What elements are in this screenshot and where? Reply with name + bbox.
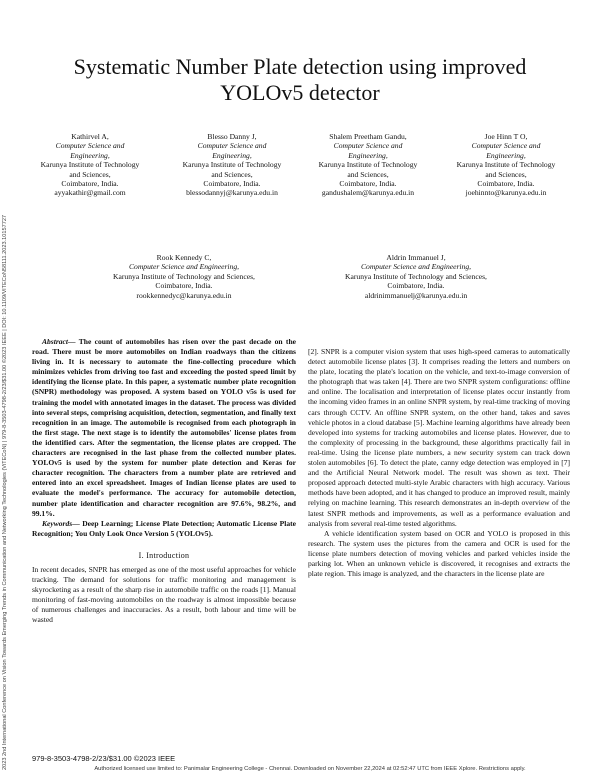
keywords-text: Deep Learning; License Plate Detection; Automatic License Plate Recognition; You Only Look Once Version 5 (YOLOv5). — [32, 518, 296, 538]
author-institute: Karunya Institute of Technology — [40, 160, 140, 170]
author-block-2 — [164, 132, 300, 198]
keywords — [32, 519, 296, 539]
intro-paragraph: In recent decades, SNPR has emerged as one of the most useful approaches for vehicle tracking. The demand for solutions for traffic monitoring and management is skyrocketing as a result of the sharp rise in automobile traffic on the roads [1]. Manual monitoring of fast-moving automobiles on the roadway is almost impossible because of numerous challenges and inaccuracies. As a result, both labour and time will be wasted — [32, 564, 296, 625]
author-dept-2: Engineering, — [348, 150, 388, 160]
author-dept: Computer Science and Engineering, — [360, 262, 472, 272]
author-dept-2: Engineering, — [212, 150, 252, 160]
author-institute-2: and Sciences, — [485, 169, 527, 179]
section-heading-introduction: I. Introduction — [138, 550, 190, 560]
footer-isbn: 979-8-3503-4798-2/23/$31.00 ©2023 IEEE — [32, 754, 176, 763]
author-name: Aldrin Immanuel J, — [386, 253, 446, 262]
author-dept: Computer Science and Engineering, — [128, 262, 240, 272]
author-institute: Karunya Institute of Technology — [456, 160, 556, 170]
keywords-label: Keywords— — [42, 518, 80, 528]
author-name: Blesso Danny J, — [207, 132, 257, 141]
right-paragraph-2: A vehicle identification system based on OCR and YOLO is proposed in this research. The system uses the pictures from the camera and OCR is used for the license plate numbers detection of moving vehicles and parked vehicles inside the parking lot. When an unknown vehicle is discovered, it recognises and extracts the plate region. This image is analyzed, and the characters in the license plate are — [308, 528, 570, 579]
author-email: ayyakathir@gmail.com — [54, 188, 126, 198]
author-email: joehinnto@karunya.edu.in — [465, 188, 547, 198]
right-paragraph-1: [2]. SNPR is a computer vision system that uses high-speed cameras to automatically detect automobile license plates [3]. It comprises reading the letters and numbers on the plate, locating the plate's location on the vehicle, and text-to-image conversion of the photograph that was taken [4]. There are two SNPR system configurations: offline and online. The localisation and interpretation of license plates occur instantly from the incoming video frames in an online SNPR system, by real-time tracking of moving cars through CCTV. An offline SNPR system, on the other hand, takes and saves vehicle photos in a cloud database [5]. Machine learning algorithms have already been developed into systems for tracking automobiles and license plates. However, due to the complexity of processing in the background, these algorithms practically fail in real-time. Using the license plate numbers, a new security system can track down stolen automobiles [6]. To detect the plate, canny edge detection was employed in [7] and the Artificial Neural Network model. The result was shown as text. Their proposed approach detected multi-style Arabic characters with high accuracy. Various methods have been adopted, and it has changed to produce an improved result, mainly relying on machine learning. This research demonstrates an in-depth overview of the latest SNPR methods and improvements, as well as a performance evaluation and analysis from several real-time tested algorithms. — [308, 347, 570, 528]
author-name: Joe Hinn T O, — [484, 132, 528, 141]
author-location: Coimbatore, India. — [339, 179, 397, 189]
author-block-1 — [22, 132, 158, 198]
author-block-4 — [438, 132, 574, 198]
author-email: rookkennedyc@karunya.edu.in — [136, 290, 232, 300]
author-name: Rook Kennedy C, — [156, 253, 212, 262]
author-institute-2: and Sciences, — [211, 169, 253, 179]
side-doi-note — [2, 30, 12, 770]
author-dept-2: Engineering, — [486, 150, 526, 160]
title-line-1: Systematic Number Plate detection using improved — [73, 54, 527, 79]
author-dept: Computer Science and — [197, 141, 267, 151]
author-location: Coimbatore, India. — [155, 281, 213, 291]
author-block-3 — [300, 132, 436, 198]
author-institute: Karunya Institute of Technology and Sciences, — [113, 271, 255, 281]
author-institute: Karunya Institute of Technology — [318, 160, 418, 170]
side-doi-text: 2023 2nd International Conference on Vision Towards Emerging Trends in Communication and Networking Technologies (ViTECoN) | 979-8-3503-4798-2/23/$31.00 ©2023 IEEE | DOI: 10.1109/ViTECoN58111.2023.10157727 — [2, 214, 8, 770]
right-column — [308, 347, 570, 579]
author-email: aldrinimmanuelj@karunya.edu.in — [364, 290, 468, 300]
paper-title — [40, 54, 560, 106]
author-block-6 — [316, 253, 516, 300]
author-institute-2: and Sciences, — [347, 169, 389, 179]
author-block-5 — [84, 253, 284, 300]
left-column — [32, 337, 296, 626]
abstract-label: Abstract— — [42, 337, 76, 346]
author-institute-2: and Sciences, — [69, 169, 111, 179]
author-dept-2: Engineering, — [70, 150, 110, 160]
author-location: Coimbatore, India. — [387, 281, 445, 291]
author-institute: Karunya Institute of Technology — [182, 160, 282, 170]
author-dept: Computer Science and — [333, 141, 403, 151]
abstract — [32, 337, 296, 519]
author-email: gandushalem@karunya.edu.in — [321, 188, 415, 198]
abstract-text: The count of automobiles has risen over the past decade on the road. There must be more automobiles on Indian roadways than the citizens living in. It is necessary to automate the fine-collecting procedure which minimizes vehicles from driving too fast and exceeding the posted speed limit by identifying the license plate. In this paper, a systematic number plate recognition (SNPR) methodology was proposed. A system based on YOLO v5s is used for training the model with annotated images in the dataset. The process was divided into several steps, comprising acquisition, detection, segmentation, and finally text recognition in an image. The automobile is recognised from each photograph in the first stage. The next stage is to identify the automobiles' license plates from the identified cars. After the segmentation, the license plates are cropped. The characters are recognised in the last phase from the collected number plates. YOLOv5 is used by the system for number plate detection and Keras for character recognition. The characters from a number plate are retrieved and entered into an excel spreadsheet. Images of Indian license plates are used to evaluate the model's performance. The accuracy for automobile detection, number plate identification and character recognition are 97.6%, 98.2%, and 99.1%. — [32, 337, 296, 518]
author-name: Kathirvel A, — [71, 132, 109, 141]
title-line-2: YOLOv5 detector — [220, 80, 380, 105]
footer-authorization: Authorized licensed use limited to: Panimalar Engineering College - Chennai. Downloaded on November 22,2024 at 02:52:47 UTC from IEEE Xplore. Restrictions apply. — [94, 766, 526, 772]
author-location: Coimbatore, India. — [203, 179, 261, 189]
author-location: Coimbatore, India. — [477, 179, 535, 189]
author-dept: Computer Science and — [55, 141, 125, 151]
author-institute: Karunya Institute of Technology and Sciences, — [345, 271, 487, 281]
author-dept: Computer Science and — [471, 141, 541, 151]
author-location: Coimbatore, India. — [61, 179, 119, 189]
author-name: Shalem Preetham Gandu, — [329, 132, 407, 141]
author-email: blessodannyj@karunya.edu.in — [186, 188, 278, 198]
